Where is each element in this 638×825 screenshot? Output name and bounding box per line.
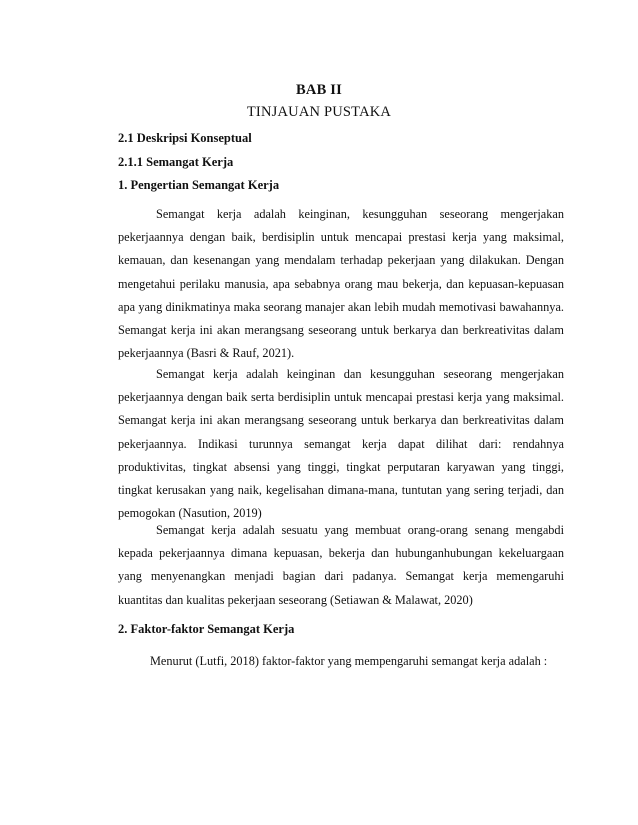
section-heading-konseptual: 2.1 Deskripsi Konseptual xyxy=(118,131,252,145)
paragraph-3: Semangat kerja adalah sesuatu yang membuat orang-orang senang mengabdi kepada pekerjaannya dimana kepuasan, bekerja dan hubunganhubungan kekeluargaan yang menyenangkan menjadi bagian dari padanya. Semangat kerja memengaruhi kuantitas dan kualitas pekerjaan seseorang (Setiawan & Malawat, 2020) xyxy=(118,523,564,607)
heading-faktor: 2. Faktor-faktor Semangat Kerja xyxy=(118,622,295,636)
chapter-title: TINJAUAN PUSTAKA xyxy=(246,104,392,120)
heading-pengertian: 1. Pengertian Semangat Kerja xyxy=(118,178,280,192)
subsection-heading-semangat-kerja: 2.1.1 Semangat Kerja xyxy=(118,155,234,169)
paragraph-1: Semangat kerja adalah keinginan, kesungguhan seseorang mengerjakan pekerjaannya dengan baik, berdisiplin untuk mencapai prestasi kerja yang maksimal, kemauan, dan kesenangan yang mendalam terhadap pekerjaan yang dilakukan. Dengan mengetahui perilaku manusia, apa sebabnya orang mau bekerja, dan kepuasan-kepuasan apa yang dinikmatinya maka seorang manajer akan lebih mudah memotivasi bawahannya. Semangat kerja ini akan merangsang seseorang untuk berkarya dan berkreativitas dalam pekerjaannya (Basri & Rauf, 2021). xyxy=(118,207,564,361)
paragraph-2: Semangat kerja adalah keinginan dan kesungguhan seseorang mengerjakan pekerjaannya dengan baik serta berdisiplin untuk mencapai prestasi kerja yang maksimal. Semangat kerja ini akan merangsang seseorang untuk berkarya dan berkreativitas dalam pekerjaannya. Indikasi turunnya semangat kerja dapat dilihat dari: rendahnya produktivitas, tingkat absensi yang tinggi, tingkat perputaran karyawan yang tinggi, tingkat kerusakan yang naik, kegelisahan dimana-mana, tuntutan yang sering terjadi, dan pemogokan (Nasution, 2019) xyxy=(118,367,564,521)
chapter-number: BAB II xyxy=(296,82,342,98)
lead-sentence: Menurut (Lutfi, 2018) faktor-faktor yang mempengaruhi semangat kerja adalah : xyxy=(150,654,548,668)
